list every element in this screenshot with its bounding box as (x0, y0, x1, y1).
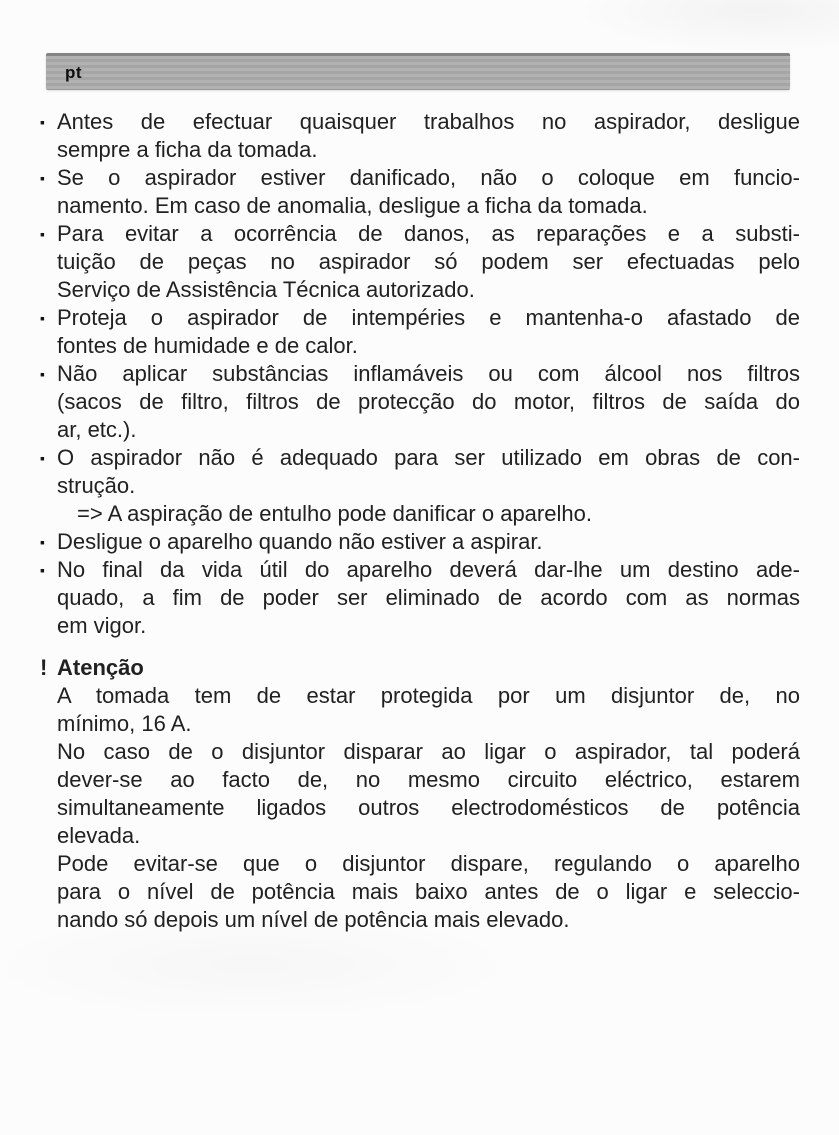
text-line: para o nível de potência mais baixo antes de o ligar e seleccio- (57, 879, 800, 904)
bullet-icon: ▪ (40, 170, 45, 186)
attention-paragraph (57, 682, 800, 738)
text-line: mínimo, 16 A. (57, 711, 192, 736)
text-line: elevada. (57, 823, 141, 848)
text-line: No final da vida útil do aparelho deverá dar-lhe um destino ade- (57, 557, 800, 582)
list-item (40, 304, 800, 360)
list-item (40, 220, 800, 304)
language-code-label: pt (65, 62, 83, 82)
attention-paragraph (57, 850, 800, 934)
text-line: fontes de humidade e de calor. (57, 333, 358, 358)
attention-heading (40, 654, 800, 682)
attention-body (57, 682, 800, 934)
list-item-text (57, 304, 800, 360)
text-line: quado, a fim de poder ser eliminado de acordo com as normas (57, 585, 800, 610)
text-line: Desligue o aparelho quando não estiver a aspirar. (57, 529, 543, 554)
text-line: Antes de efectuar quaisquer trabalhos no aspirador, desligue (57, 109, 800, 134)
list-item (40, 528, 800, 556)
list-item-text (57, 108, 800, 164)
bullet-icon: ▪ (40, 226, 45, 242)
text-line: em vigor. (57, 613, 147, 638)
bullet-icon: ▪ (40, 534, 45, 550)
text-line: Para evitar a ocorrência de danos, as reparações e a substi- (57, 221, 800, 246)
text-line: => A aspiração de entulho pode danificar o aparelho. (77, 501, 592, 526)
list-item-text (57, 360, 800, 444)
attention-title: Atenção (57, 655, 144, 680)
text-line: tuição de peças no aspirador só podem ser efectuadas pelo (57, 249, 800, 274)
text-line: O aspirador não é adequado para ser utilizado em obras de con- (57, 445, 800, 470)
list-item (40, 164, 800, 220)
text-line: No caso de o disjuntor disparar ao ligar o aspirador, tal poderá (57, 739, 800, 764)
attention-paragraph (57, 738, 800, 850)
text-line: A tomada tem de estar protegida por um disjuntor de, no (57, 683, 800, 708)
page-content (40, 108, 800, 934)
language-header-bar (46, 53, 790, 90)
text-line: Não aplicar substâncias inflamáveis ou com álcool nos filtros (57, 361, 800, 386)
list-item (40, 556, 800, 640)
text-line: dever-se ao facto de, no mesmo circuito eléctrico, estarem (57, 767, 800, 792)
list-item-text (57, 444, 800, 528)
bullet-icon: ▪ (40, 562, 45, 578)
safety-instructions-list (40, 108, 800, 640)
text-line: nando só depois um nível de potência mais elevado. (57, 907, 570, 932)
list-item-text (57, 528, 800, 556)
bullet-icon: ▪ (40, 114, 45, 130)
list-item (40, 108, 800, 164)
text-line: sempre a ficha da tomada. (57, 137, 318, 162)
bullet-icon: ▪ (40, 366, 45, 382)
list-item (40, 360, 800, 444)
text-line: simultaneamente ligados outros electrodomésticos de potência (57, 795, 800, 820)
attention-section (40, 654, 800, 934)
text-line: ar, etc.). (57, 417, 137, 442)
text-line: Proteja o aspirador de intempéries e mantenha-o afastado de (57, 305, 800, 330)
text-line: Se o aspirador estiver danificado, não o coloque em funcio- (57, 165, 800, 190)
list-item-text (57, 164, 800, 220)
text-line: strução. (57, 473, 136, 498)
list-item-text (57, 220, 800, 304)
list-item (40, 444, 800, 528)
text-line: namento. Em caso de anomalia, desligue a ficha da tomada. (57, 193, 648, 218)
text-line: Pode evitar-se que o disjuntor dispare, regulando o aparelho (57, 851, 800, 876)
list-item-text (57, 556, 800, 640)
bullet-icon: ▪ (40, 450, 45, 466)
attention-marker: ! (40, 655, 48, 680)
bullet-icon: ▪ (40, 310, 45, 326)
text-line: (sacos de filtro, filtros de protecção do motor, filtros de saída do (57, 389, 800, 414)
text-line: Serviço de Assistência Técnica autorizado. (57, 277, 475, 302)
